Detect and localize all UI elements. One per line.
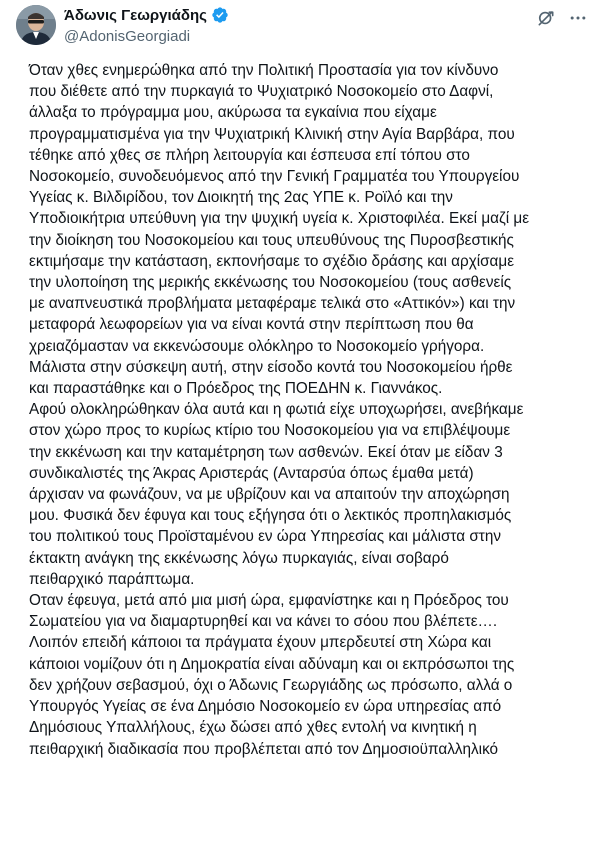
tweet-text: Όταν χθες ενημερώθηκα από την Πολιτική Προστασία για τον κίνδυνο που διέθετε από την πυρκαγιά το Ψυχιατρικό Νοσοκομείο στο Δαφνί, άλλαξα το πρόγραμμα μου, ακύρωσα τα εγκαίνια που είχαμε προγραμματισμένα για την Ψυχιατρική Κλινική στην Αγία Βαρβάρα, που τέθηκε από χθες σε πλήρη λειτουργία και έσπευσα επί τόπου στο Νοσοκομείο, συνοδευόμενος από την Γενική Γραμματέα του Υπουργείου Υγείας κ. Βιλδιρίδου, τον Διοικητή της 2ας ΥΠΕ κ. Ροϊλό και την Υποδιοικήτρια υπεύθυνη για την ψυχική υγεία κ. Χριστοφιλέα. Εκεί μαζί με την διοίκηση του Νοσοκομείου και τους υπευθύνους της Πυροσβεστικής εκτιμήσαμε την κατάσταση, εκπονήσαμε το σχέδιο δράσης και αρχίσαμε την υλοποίηση της μερικής εκκένωσης του Νοσοκομείου (τους ασθενείς με αναπνευστικά προβλήματα μεταφέραμε τελικά στο «Αττικόν») και την μεταφορά λεωφορείων για να είναι κοντά στην περίπτωση που θα χρειαζόμασταν να εκκενώσουμε ολόκληρο το Νοσοκομείο γρήγορα. Μάλιστα στην σύσκεψη αυτή, στην είσοδο κοντά του Νοσοκομείου ήρθε και παραστάθηκε και ο Πρόεδρος της ΠΟΕΔΗΝ κ. Γιαννάκος. Αφού ολοκληρώθηκαν όλα αυτά και η φωτιά είχε υποχωρήσει, ανεβήκαμε στον χώρο προς το κυρίως κτίριο του Νοσοκομείου για να επιβλέψουμε την εκκένωση και την καταμέτρηση των ασθενών. Εκεί όταν με είδαν 3 συνδικαλιστές της Άκρας Αριστεράς (Ανταρσύα όπως έμαθα μετά) άρχισαν να φωνάζουν, να με υβρίζουν και να απαιτούν την αποχώρηση μου. Φυσικά δεν έφυγα και τους εξήγησα ότι ο λεκτικός προπηλακισμός του πολιτικού τους Προϊσταμένου εν ώρα Υπηρεσίας και μάλιστα στην έκτακτη ανάγκη της εκκένωσης λόγω πυρκαγιάς, είναι σοβαρό πειθαρχικό παράπτωμα. Οταν έφευγα, μετά από μια μισή ώρα, εμφανίστηκε και η Πρόεδρος του Σωματείου για να διαμαρτυρηθεί και να κάνει το σόου που βλέπετε…. Λοιπόν επειδή κάποιοι τα πράγματα έχουν μπερδευτεί στη Χώρα και κάποιοι νομίζουν ότι η Δημοκρατία είναι αδύναμη και οι εκπρόσωποι της δεν χρήζουν σεβασμού, όχι ο Άδωνις Γεωργιάδης ως πρόσωπο, αλλά ο Υπουργός Υγείας σε ένα Δημόσιο Νοσοκομείο εν ώρα υπηρεσίας από Δημόσιους Υπαλλήλους, έχω δώσει από χθες εντολή να κινητική η πειθαρχική διαδικασία που προβλέπεται από τον Δημοσιοϋπαλληλικό (29, 62, 530, 758)
grok-icon[interactable] (536, 8, 556, 28)
tweet-header (16, 0, 576, 56)
author-name-row (64, 6, 229, 24)
author-handle[interactable]: @AdonisGeorgiadi (64, 28, 191, 45)
avatar[interactable] (16, 5, 56, 45)
more-options-icon[interactable] (568, 8, 588, 28)
verified-badge-icon (211, 6, 229, 24)
author-name[interactable]: Άδωνις Γεωργιάδης (64, 6, 207, 24)
